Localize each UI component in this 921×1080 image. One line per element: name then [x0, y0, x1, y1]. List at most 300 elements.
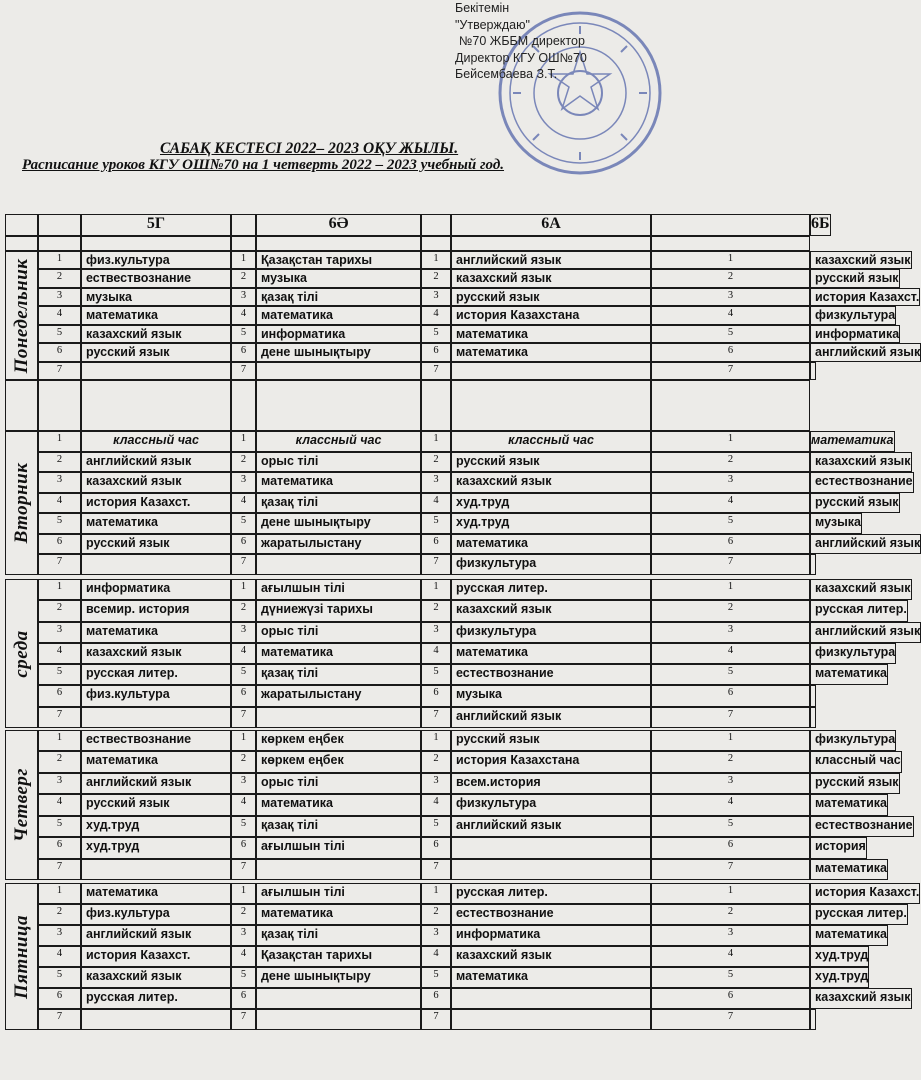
- lesson-number: 6: [231, 837, 256, 859]
- lesson-subject: физ.культура: [81, 251, 231, 269]
- lesson-subject: математика: [451, 325, 651, 343]
- lesson-number: 7: [231, 362, 256, 380]
- lesson-subject: физкультура: [451, 794, 651, 816]
- day-label: [5, 251, 38, 380]
- lesson-number: 1: [231, 431, 256, 452]
- spacer-cell: [256, 380, 421, 431]
- lesson-subject: русский язык: [810, 269, 900, 288]
- lesson-number: 2: [38, 452, 81, 472]
- lesson-subject: Қазақстан тарихы: [256, 946, 421, 967]
- lesson-number: 3: [231, 622, 256, 643]
- lesson-subject: орыс тілі: [256, 622, 421, 643]
- lesson-number: 5: [38, 325, 81, 343]
- lesson-number: 6: [231, 988, 256, 1009]
- lesson-subject: история Казахстана: [451, 751, 651, 773]
- lesson-number: 5: [231, 664, 256, 685]
- lesson-number: 4: [231, 306, 256, 325]
- lesson-subject: русский язык: [810, 773, 900, 794]
- lesson-number: 6: [421, 988, 451, 1009]
- lesson-number: 6: [38, 685, 81, 707]
- lesson-subject: математика: [81, 306, 231, 325]
- lesson-number: 4: [421, 794, 451, 816]
- spacer-cell: [451, 380, 651, 431]
- lesson-subject: Қазақстан тарихы: [256, 251, 421, 269]
- lesson-number: 7: [421, 859, 451, 880]
- class-header: 5Г: [81, 214, 231, 236]
- lesson-number: 2: [421, 269, 451, 288]
- lesson-number: 1: [38, 730, 81, 751]
- header-blank: [651, 214, 810, 236]
- lesson-number: 5: [651, 325, 810, 343]
- lesson-number: 5: [421, 664, 451, 685]
- lesson-subject: математика: [256, 643, 421, 664]
- lesson-number: 1: [421, 579, 451, 600]
- lesson-subject: естествознание: [451, 664, 651, 685]
- title-russian: Расписание уроков КГУ ОШ№70 на 1 четверть 2022 – 2023 учебный год.: [22, 157, 505, 173]
- lesson-subject: классный час: [451, 431, 651, 452]
- lesson-number: 1: [651, 251, 810, 269]
- lesson-subject: көркем еңбек: [256, 730, 421, 751]
- lesson-number: 7: [651, 859, 810, 880]
- lesson-number: 1: [231, 579, 256, 600]
- lesson-number: 2: [231, 751, 256, 773]
- lesson-number: 5: [421, 816, 451, 837]
- lesson-subject: худ.труд: [451, 493, 651, 513]
- lesson-number: 3: [651, 288, 810, 306]
- lesson-number: 1: [38, 883, 81, 904]
- lesson-number: 3: [421, 773, 451, 794]
- lesson-subject: худ.труд: [451, 513, 651, 534]
- lesson-subject: [810, 362, 816, 380]
- lesson-subject: [451, 362, 651, 380]
- spacer-cell: [651, 380, 810, 431]
- spacer-cell: [651, 236, 810, 251]
- lesson-subject: ағылшын тілі: [256, 837, 421, 859]
- lesson-number: 7: [651, 707, 810, 728]
- lesson-number: 4: [421, 493, 451, 513]
- lesson-number: 5: [231, 325, 256, 343]
- lesson-subject: [81, 707, 231, 728]
- lesson-number: 6: [38, 988, 81, 1009]
- day-label: [5, 579, 38, 728]
- lesson-number: 2: [651, 904, 810, 925]
- lesson-number: 5: [421, 513, 451, 534]
- lesson-subject: математика: [451, 967, 651, 988]
- lesson-subject: [451, 1009, 651, 1030]
- lesson-number: 2: [651, 600, 810, 622]
- spacer-cell: [256, 236, 421, 251]
- lesson-subject: қазақ тілі: [256, 493, 421, 513]
- lesson-subject: [81, 362, 231, 380]
- lesson-subject: худ.труд: [81, 837, 231, 859]
- lesson-subject: физкультура: [810, 643, 896, 664]
- lesson-number: 3: [651, 622, 810, 643]
- lesson-subject: жаратылыстану: [256, 534, 421, 554]
- lesson-subject: математика: [810, 664, 888, 685]
- lesson-subject: физкультура: [451, 554, 651, 575]
- lesson-subject: история Казахст.: [810, 288, 920, 306]
- lesson-number: 4: [651, 794, 810, 816]
- lesson-subject: русская литер.: [81, 988, 231, 1009]
- lesson-number: 7: [38, 554, 81, 575]
- lesson-subject: русский язык: [810, 493, 900, 513]
- lesson-subject: казахский язык: [81, 472, 231, 493]
- lesson-subject: английский язык: [451, 707, 651, 728]
- lesson-subject: казахский язык: [810, 988, 912, 1009]
- lesson-subject: история: [810, 837, 867, 859]
- lesson-number: 1: [421, 431, 451, 452]
- lesson-subject: көркем еңбек: [256, 751, 421, 773]
- lesson-subject: қазақ тілі: [256, 816, 421, 837]
- lesson-subject: дене шынықтыру: [256, 967, 421, 988]
- lesson-subject: ествествознание: [81, 730, 231, 751]
- lesson-subject: русский язык: [451, 288, 651, 306]
- lesson-subject: английский язык: [451, 816, 651, 837]
- lesson-number: 4: [651, 493, 810, 513]
- lesson-subject: [810, 685, 816, 707]
- day-name: Вторник: [10, 462, 32, 544]
- lesson-number: 7: [231, 859, 256, 880]
- lesson-subject: казахский язык: [810, 579, 912, 600]
- lesson-subject: математика: [810, 431, 895, 452]
- lesson-number: 3: [421, 472, 451, 493]
- lesson-subject: [81, 1009, 231, 1030]
- lesson-number: 2: [421, 452, 451, 472]
- lesson-number: 7: [421, 1009, 451, 1030]
- day-label: [5, 431, 38, 575]
- lesson-number: 6: [651, 837, 810, 859]
- lesson-number: 4: [231, 493, 256, 513]
- lesson-subject: история Казахст.: [81, 493, 231, 513]
- lesson-subject: информатика: [256, 325, 421, 343]
- lesson-subject: русская литер.: [451, 579, 651, 600]
- lesson-number: 7: [651, 362, 810, 380]
- lesson-subject: естествознание: [810, 816, 914, 837]
- lesson-subject: русская литер.: [81, 664, 231, 685]
- spacer-cell: [451, 236, 651, 251]
- lesson-subject: математика: [810, 925, 888, 946]
- lesson-subject: [810, 554, 816, 575]
- lesson-subject: английский язык: [810, 622, 921, 643]
- lesson-number: 3: [231, 288, 256, 306]
- lesson-subject: казахский язык: [81, 643, 231, 664]
- spacer-cell: [231, 380, 256, 431]
- lesson-number: 5: [421, 967, 451, 988]
- lesson-subject: история Казахст.: [810, 883, 920, 904]
- lesson-number: 2: [38, 600, 81, 622]
- lesson-subject: физкультура: [810, 730, 896, 751]
- lesson-number: 6: [231, 343, 256, 362]
- lesson-subject: классный час: [256, 431, 421, 452]
- lesson-subject: [256, 554, 421, 575]
- lesson-number: 7: [231, 554, 256, 575]
- lesson-number: 3: [421, 622, 451, 643]
- lesson-number: 5: [421, 325, 451, 343]
- spacer-cell: [5, 380, 38, 431]
- lesson-subject: музыка: [810, 513, 862, 534]
- lesson-subject: қазақ тілі: [256, 288, 421, 306]
- lesson-subject: физкультура: [451, 622, 651, 643]
- lesson-subject: естествознание: [810, 472, 914, 493]
- lesson-number: 1: [651, 730, 810, 751]
- lesson-subject: [256, 988, 421, 1009]
- day-name: Понедельник: [10, 258, 32, 373]
- day-name: Пятница: [10, 914, 32, 999]
- header-blank: [421, 214, 451, 236]
- lesson-subject: жаратылыстану: [256, 685, 421, 707]
- lesson-subject: русская литер.: [451, 883, 651, 904]
- lesson-subject: музыка: [451, 685, 651, 707]
- lesson-number: 7: [231, 1009, 256, 1030]
- lesson-number: 6: [421, 837, 451, 859]
- lesson-subject: математика: [451, 343, 651, 362]
- lesson-subject: русский язык: [451, 452, 651, 472]
- spacer-cell: [231, 236, 256, 251]
- lesson-number: 3: [38, 288, 81, 306]
- lesson-subject: английский язык: [81, 452, 231, 472]
- day-label: [5, 883, 38, 1030]
- lesson-number: 1: [38, 431, 81, 452]
- lesson-subject: ағылшын тілі: [256, 579, 421, 600]
- lesson-number: 2: [651, 452, 810, 472]
- lesson-number: 5: [38, 513, 81, 534]
- spacer-cell: [38, 236, 81, 251]
- lesson-number: 5: [38, 664, 81, 685]
- lesson-subject: қазақ тілі: [256, 925, 421, 946]
- lesson-number: 7: [651, 1009, 810, 1030]
- lesson-number: 5: [651, 664, 810, 685]
- lesson-subject: [81, 859, 231, 880]
- lesson-number: 6: [38, 534, 81, 554]
- lesson-number: 2: [38, 904, 81, 925]
- lesson-subject: [451, 859, 651, 880]
- header-blank: [38, 214, 81, 236]
- spacer-cell: [421, 236, 451, 251]
- lesson-subject: английский язык: [81, 925, 231, 946]
- lesson-number: 6: [231, 534, 256, 554]
- lesson-subject: информатика: [451, 925, 651, 946]
- lesson-number: 4: [651, 306, 810, 325]
- lesson-number: 2: [38, 269, 81, 288]
- lesson-subject: русская литер.: [810, 600, 908, 622]
- lesson-number: 5: [231, 816, 256, 837]
- header-blank: [231, 214, 256, 236]
- day-name: Четверг: [10, 768, 32, 842]
- day-label: [5, 730, 38, 880]
- lesson-number: 2: [231, 600, 256, 622]
- lesson-subject: всемир. история: [81, 600, 231, 622]
- lesson-subject: математика: [81, 883, 231, 904]
- lesson-subject: английский язык: [451, 251, 651, 269]
- lesson-number: 5: [38, 967, 81, 988]
- lesson-subject: [810, 707, 816, 728]
- lesson-number: 6: [38, 343, 81, 362]
- lesson-subject: математика: [256, 904, 421, 925]
- lesson-number: 1: [38, 251, 81, 269]
- spacer-cell: [38, 380, 81, 431]
- lesson-number: 6: [421, 534, 451, 554]
- lesson-subject: русский язык: [81, 534, 231, 554]
- lesson-number: 7: [38, 1009, 81, 1030]
- class-header: 6Ә: [256, 214, 421, 236]
- lesson-number: 1: [231, 883, 256, 904]
- lesson-number: 7: [231, 707, 256, 728]
- lesson-subject: математика: [451, 534, 651, 554]
- lesson-subject: дене шынықтыру: [256, 513, 421, 534]
- lesson-number: 7: [38, 707, 81, 728]
- lesson-subject: математика: [81, 513, 231, 534]
- lesson-subject: [810, 1009, 816, 1030]
- lesson-number: 4: [38, 643, 81, 664]
- lesson-number: 1: [651, 579, 810, 600]
- lesson-number: 4: [38, 493, 81, 513]
- lesson-subject: [256, 362, 421, 380]
- lesson-subject: математика: [451, 643, 651, 664]
- lesson-subject: худ.труд: [810, 967, 869, 988]
- day-name: среда: [10, 629, 32, 678]
- lesson-subject: математика: [256, 472, 421, 493]
- lesson-number: 3: [38, 472, 81, 493]
- approval-line: Бейсембаева З.Т.: [455, 67, 558, 81]
- lesson-number: 7: [651, 554, 810, 575]
- header-corner: [5, 214, 38, 236]
- lesson-number: 4: [421, 643, 451, 664]
- lesson-number: 6: [651, 685, 810, 707]
- lesson-number: 1: [421, 730, 451, 751]
- lesson-subject: математика: [256, 794, 421, 816]
- approval-line: №70 ЖББМ директор: [459, 34, 585, 48]
- lesson-subject: казахский язык: [810, 452, 912, 472]
- approval-line: Бекітемін: [455, 1, 510, 15]
- approval-block: [455, 0, 695, 83]
- lesson-number: 2: [231, 269, 256, 288]
- lesson-subject: физкультура: [810, 306, 896, 325]
- lesson-number: 6: [38, 837, 81, 859]
- lesson-subject: история Казахстана: [451, 306, 651, 325]
- lesson-subject: естествознание: [451, 904, 651, 925]
- lesson-subject: орыс тілі: [256, 773, 421, 794]
- lesson-number: 2: [421, 600, 451, 622]
- lesson-subject: математика: [81, 622, 231, 643]
- lesson-number: 6: [651, 988, 810, 1009]
- lesson-number: 2: [421, 751, 451, 773]
- lesson-number: 6: [651, 343, 810, 362]
- lesson-subject: қазақ тілі: [256, 664, 421, 685]
- lesson-subject: [256, 1009, 421, 1030]
- lesson-subject: казахский язык: [451, 472, 651, 493]
- lesson-number: 2: [231, 452, 256, 472]
- lesson-number: 3: [421, 925, 451, 946]
- lesson-subject: казахский язык: [81, 967, 231, 988]
- spacer-cell: [5, 236, 38, 251]
- lesson-number: 5: [231, 967, 256, 988]
- lesson-number: 2: [231, 904, 256, 925]
- lesson-subject: всем.история: [451, 773, 651, 794]
- lesson-number: 7: [421, 554, 451, 575]
- lesson-number: 5: [651, 513, 810, 534]
- lesson-subject: [256, 859, 421, 880]
- lesson-number: 4: [651, 643, 810, 664]
- lesson-subject: русский язык: [81, 343, 231, 362]
- spacer-cell: [81, 236, 231, 251]
- lesson-subject: худ.труд: [810, 946, 869, 967]
- lesson-number: 3: [651, 925, 810, 946]
- lesson-subject: английский язык: [810, 343, 921, 362]
- lesson-subject: информатика: [810, 325, 900, 343]
- lesson-subject: английский язык: [810, 534, 921, 554]
- lesson-number: 1: [231, 251, 256, 269]
- class-header: 6А: [451, 214, 651, 236]
- lesson-subject: [256, 707, 421, 728]
- lesson-subject: [451, 988, 651, 1009]
- lesson-number: 4: [421, 946, 451, 967]
- lesson-subject: физ.культура: [81, 685, 231, 707]
- lesson-subject: дүниежүзі тарихы: [256, 600, 421, 622]
- lesson-number: 6: [651, 534, 810, 554]
- title-kazakh: САБАҚ КЕСТЕСІ 2022– 2023 ОҚУ ЖЫЛЫ.: [160, 140, 459, 157]
- lesson-subject: казахский язык: [451, 269, 651, 288]
- spacer-cell: [421, 380, 451, 431]
- lesson-number: 2: [651, 269, 810, 288]
- lesson-number: 4: [231, 643, 256, 664]
- lesson-number: 4: [38, 946, 81, 967]
- lesson-number: 2: [651, 751, 810, 773]
- lesson-number: 4: [421, 306, 451, 325]
- lesson-subject: музыка: [256, 269, 421, 288]
- lesson-subject: русская литер.: [810, 904, 908, 925]
- lesson-subject: математика: [81, 751, 231, 773]
- lesson-subject: физ.культура: [81, 904, 231, 925]
- lesson-number: 3: [231, 925, 256, 946]
- lesson-number: 4: [651, 946, 810, 967]
- lesson-number: 7: [38, 859, 81, 880]
- lesson-subject: русский язык: [451, 730, 651, 751]
- lesson-subject: классный час: [810, 751, 902, 773]
- lesson-subject: ағылшын тілі: [256, 883, 421, 904]
- lesson-subject: орыс тілі: [256, 452, 421, 472]
- lesson-number: 3: [38, 622, 81, 643]
- lesson-subject: худ.труд: [81, 816, 231, 837]
- lesson-number: 1: [38, 579, 81, 600]
- spacer-cell: [81, 380, 231, 431]
- lesson-subject: математика: [810, 859, 888, 880]
- lesson-number: 3: [38, 925, 81, 946]
- lesson-subject: казахский язык: [81, 325, 231, 343]
- lesson-number: 6: [421, 685, 451, 707]
- lesson-number: 2: [38, 751, 81, 773]
- lesson-subject: английский язык: [81, 773, 231, 794]
- class-header: 6Б: [810, 214, 831, 236]
- lesson-number: 4: [231, 794, 256, 816]
- lesson-number: 3: [651, 773, 810, 794]
- lesson-number: 1: [421, 883, 451, 904]
- lesson-number: 4: [38, 306, 81, 325]
- lesson-subject: русский язык: [81, 794, 231, 816]
- lesson-number: 5: [38, 816, 81, 837]
- lesson-number: 7: [421, 362, 451, 380]
- schedule-table: [5, 214, 921, 1080]
- lesson-number: 5: [651, 816, 810, 837]
- lesson-number: 5: [651, 967, 810, 988]
- approval-line: Директор КГУ ОШ№70: [455, 50, 587, 65]
- lesson-number: 3: [38, 773, 81, 794]
- lesson-subject: математика: [256, 306, 421, 325]
- lesson-number: 5: [231, 513, 256, 534]
- lesson-number: 3: [421, 288, 451, 306]
- lesson-number: 4: [38, 794, 81, 816]
- lesson-subject: история Казахст.: [81, 946, 231, 967]
- lesson-number: 3: [651, 472, 810, 493]
